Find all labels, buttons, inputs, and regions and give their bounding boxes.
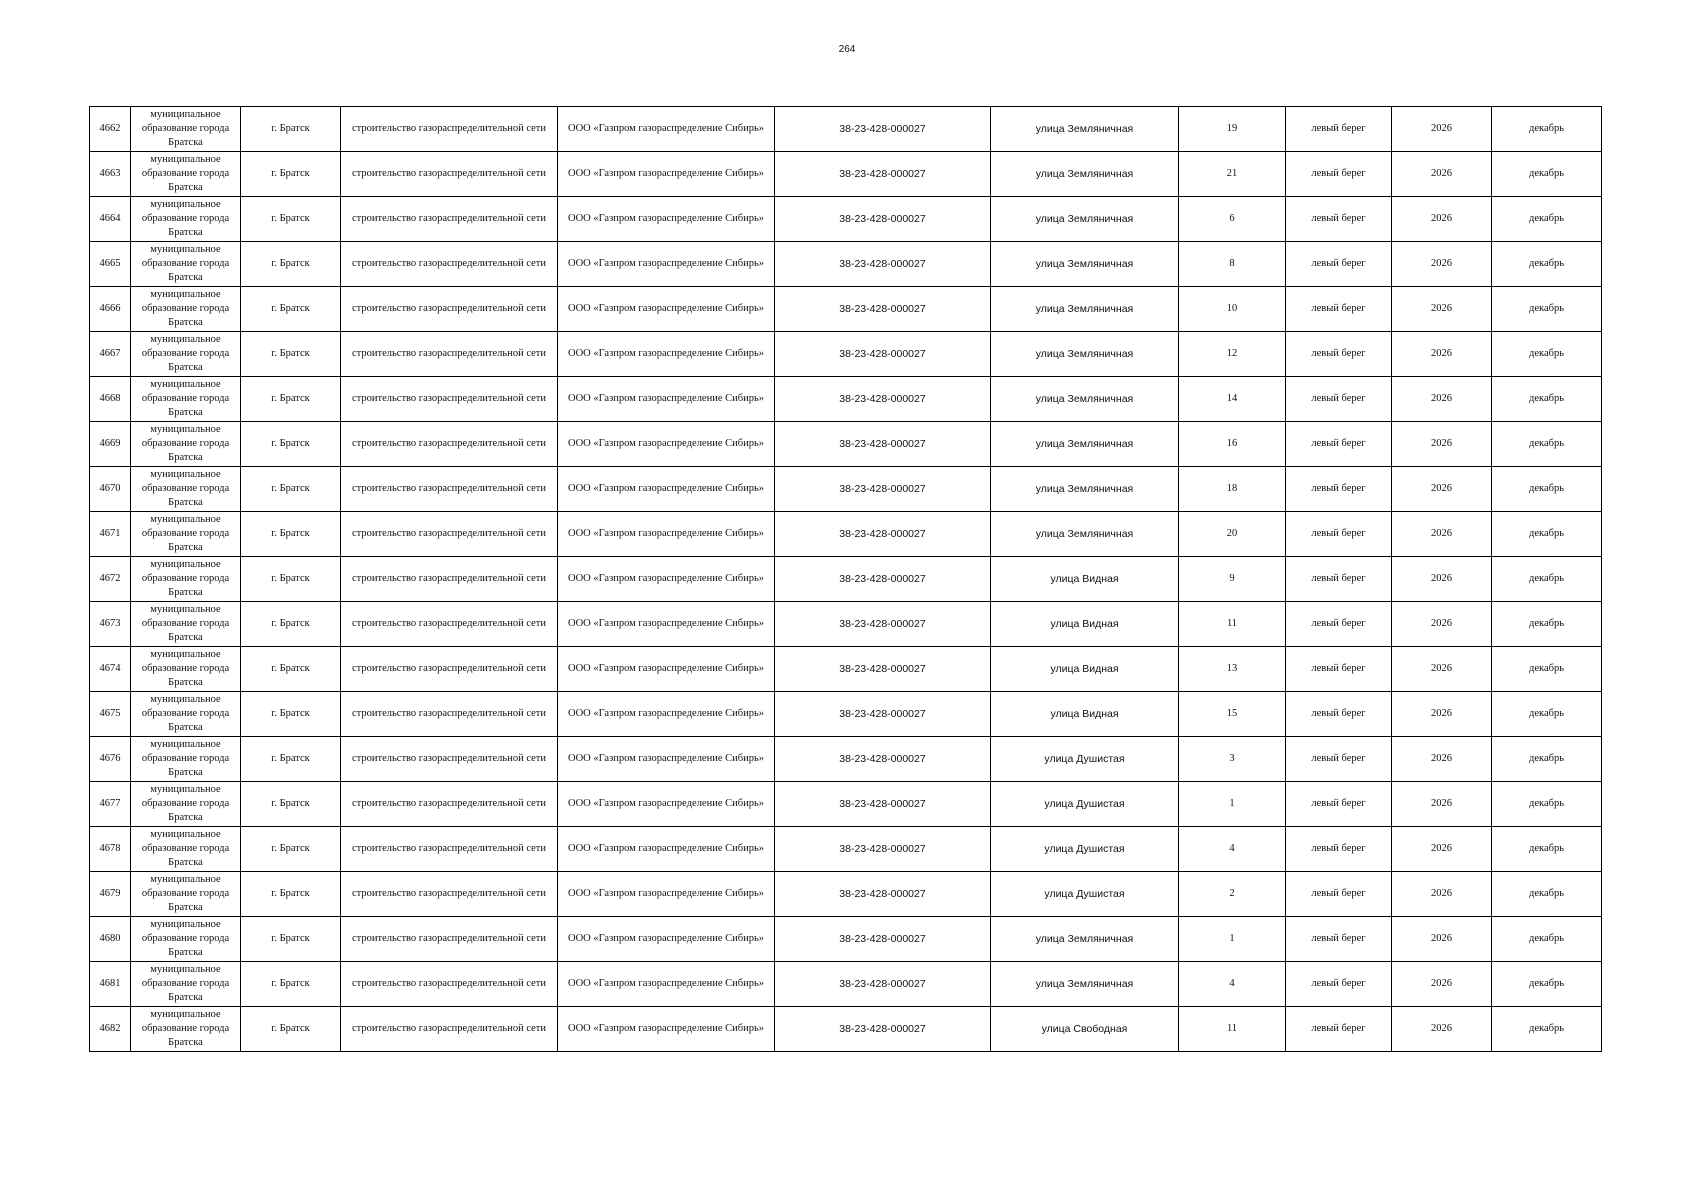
row-number-cell: 4667 — [90, 332, 131, 377]
district-cell: левый берег — [1286, 962, 1392, 1007]
city-cell: г. Братск — [241, 602, 341, 647]
work-type-cell: строительство газораспределительной сети — [341, 107, 558, 152]
work-type-cell: строительство газораспределительной сети — [341, 647, 558, 692]
organization-cell: ООО «Газпром газораспределение Сибирь» — [558, 557, 775, 602]
table-row — [90, 872, 1602, 917]
street-cell: улица Земляничная — [991, 107, 1179, 152]
row-number-cell: 4664 — [90, 197, 131, 242]
house-number-cell: 6 — [1179, 197, 1286, 242]
municipality-cell: муниципальное образование города Братска — [131, 782, 241, 827]
table-row — [90, 242, 1602, 287]
table-row — [90, 422, 1602, 467]
row-number-cell: 4665 — [90, 242, 131, 287]
year-cell: 2026 — [1392, 872, 1492, 917]
city-cell: г. Братск — [241, 692, 341, 737]
city-cell: г. Братск — [241, 512, 341, 557]
month-cell: декабрь — [1492, 602, 1602, 647]
year-cell: 2026 — [1392, 287, 1492, 332]
table-row — [90, 197, 1602, 242]
year-cell: 2026 — [1392, 782, 1492, 827]
settlement-code-cell: 38-23-428-000027 — [775, 242, 991, 287]
city-cell: г. Братск — [241, 467, 341, 512]
year-cell: 2026 — [1392, 602, 1492, 647]
row-number-cell: 4675 — [90, 692, 131, 737]
settlement-code-cell: 38-23-428-000027 — [775, 692, 991, 737]
street-cell: улица Земляничная — [991, 287, 1179, 332]
settlement-code-cell: 38-23-428-000027 — [775, 197, 991, 242]
table-row — [90, 602, 1602, 647]
gasification-schedule-table — [89, 106, 1602, 1052]
month-cell: декабрь — [1492, 467, 1602, 512]
district-cell: левый берег — [1286, 917, 1392, 962]
municipality-cell: муниципальное образование города Братска — [131, 1007, 241, 1052]
house-number-cell: 12 — [1179, 332, 1286, 377]
house-number-cell: 21 — [1179, 152, 1286, 197]
district-cell: левый берег — [1286, 602, 1392, 647]
street-cell: улица Земляничная — [991, 512, 1179, 557]
municipality-cell: муниципальное образование города Братска — [131, 647, 241, 692]
settlement-code-cell: 38-23-428-000027 — [775, 557, 991, 602]
year-cell: 2026 — [1392, 647, 1492, 692]
organization-cell: ООО «Газпром газораспределение Сибирь» — [558, 962, 775, 1007]
month-cell: декабрь — [1492, 827, 1602, 872]
house-number-cell: 18 — [1179, 467, 1286, 512]
street-cell: улица Земляничная — [991, 962, 1179, 1007]
table-row — [90, 107, 1602, 152]
table-row — [90, 782, 1602, 827]
house-number-cell: 3 — [1179, 737, 1286, 782]
city-cell: г. Братск — [241, 557, 341, 602]
year-cell: 2026 — [1392, 422, 1492, 467]
city-cell: г. Братск — [241, 197, 341, 242]
work-type-cell: строительство газораспределительной сети — [341, 827, 558, 872]
house-number-cell: 16 — [1179, 422, 1286, 467]
organization-cell: ООО «Газпром газораспределение Сибирь» — [558, 332, 775, 377]
district-cell: левый берег — [1286, 557, 1392, 602]
street-cell: улица Земляничная — [991, 332, 1179, 377]
street-cell: улица Видная — [991, 602, 1179, 647]
row-number-cell: 4666 — [90, 287, 131, 332]
municipality-cell: муниципальное образование города Братска — [131, 917, 241, 962]
municipality-cell: муниципальное образование города Братска — [131, 107, 241, 152]
street-cell: улица Душистая — [991, 827, 1179, 872]
organization-cell: ООО «Газпром газораспределение Сибирь» — [558, 827, 775, 872]
row-number-cell: 4676 — [90, 737, 131, 782]
table-row — [90, 917, 1602, 962]
municipality-cell: муниципальное образование города Братска — [131, 152, 241, 197]
work-type-cell: строительство газораспределительной сети — [341, 377, 558, 422]
municipality-cell: муниципальное образование города Братска — [131, 872, 241, 917]
year-cell: 2026 — [1392, 107, 1492, 152]
year-cell: 2026 — [1392, 377, 1492, 422]
city-cell: г. Братск — [241, 107, 341, 152]
table-row — [90, 557, 1602, 602]
district-cell: левый берег — [1286, 197, 1392, 242]
work-type-cell: строительство газораспределительной сети — [341, 782, 558, 827]
street-cell: улица Душистая — [991, 737, 1179, 782]
municipality-cell: муниципальное образование города Братска — [131, 332, 241, 377]
row-number-cell: 4662 — [90, 107, 131, 152]
row-number-cell: 4670 — [90, 467, 131, 512]
municipality-cell: муниципальное образование города Братска — [131, 602, 241, 647]
city-cell: г. Братск — [241, 152, 341, 197]
district-cell: левый берег — [1286, 827, 1392, 872]
table-row — [90, 692, 1602, 737]
organization-cell: ООО «Газпром газораспределение Сибирь» — [558, 1007, 775, 1052]
settlement-code-cell: 38-23-428-000027 — [775, 107, 991, 152]
table-row — [90, 152, 1602, 197]
district-cell: левый берег — [1286, 152, 1392, 197]
work-type-cell: строительство газораспределительной сети — [341, 557, 558, 602]
district-cell: левый берег — [1286, 242, 1392, 287]
work-type-cell: строительство газораспределительной сети — [341, 467, 558, 512]
work-type-cell: строительство газораспределительной сети — [341, 197, 558, 242]
work-type-cell: строительство газораспределительной сети — [341, 287, 558, 332]
table-body — [90, 107, 1602, 1052]
district-cell: левый берег — [1286, 332, 1392, 377]
settlement-code-cell: 38-23-428-000027 — [775, 782, 991, 827]
month-cell: декабрь — [1492, 782, 1602, 827]
month-cell: декабрь — [1492, 512, 1602, 557]
city-cell: г. Братск — [241, 287, 341, 332]
organization-cell: ООО «Газпром газораспределение Сибирь» — [558, 917, 775, 962]
work-type-cell: строительство газораспределительной сети — [341, 422, 558, 467]
district-cell: левый берег — [1286, 422, 1392, 467]
page-number: 264 — [838, 44, 856, 55]
organization-cell: ООО «Газпром газораспределение Сибирь» — [558, 107, 775, 152]
row-number-cell: 4674 — [90, 647, 131, 692]
house-number-cell: 10 — [1179, 287, 1286, 332]
district-cell: левый берег — [1286, 467, 1392, 512]
month-cell: декабрь — [1492, 422, 1602, 467]
house-number-cell: 2 — [1179, 872, 1286, 917]
year-cell: 2026 — [1392, 1007, 1492, 1052]
month-cell: декабрь — [1492, 692, 1602, 737]
row-number-cell: 4680 — [90, 917, 131, 962]
year-cell: 2026 — [1392, 962, 1492, 1007]
row-number-cell: 4677 — [90, 782, 131, 827]
month-cell: декабрь — [1492, 1007, 1602, 1052]
settlement-code-cell: 38-23-428-000027 — [775, 872, 991, 917]
row-number-cell: 4681 — [90, 962, 131, 1007]
street-cell: улица Душистая — [991, 872, 1179, 917]
house-number-cell: 14 — [1179, 377, 1286, 422]
year-cell: 2026 — [1392, 692, 1492, 737]
city-cell: г. Братск — [241, 827, 341, 872]
settlement-code-cell: 38-23-428-000027 — [775, 467, 991, 512]
municipality-cell: муниципальное образование города Братска — [131, 197, 241, 242]
row-number-cell: 4668 — [90, 377, 131, 422]
street-cell: улица Видная — [991, 692, 1179, 737]
municipality-cell: муниципальное образование города Братска — [131, 512, 241, 557]
year-cell: 2026 — [1392, 557, 1492, 602]
settlement-code-cell: 38-23-428-000027 — [775, 332, 991, 377]
year-cell: 2026 — [1392, 242, 1492, 287]
organization-cell: ООО «Газпром газораспределение Сибирь» — [558, 512, 775, 557]
house-number-cell: 11 — [1179, 1007, 1286, 1052]
house-number-cell: 20 — [1179, 512, 1286, 557]
district-cell: левый берег — [1286, 512, 1392, 557]
district-cell: левый берег — [1286, 107, 1392, 152]
house-number-cell: 13 — [1179, 647, 1286, 692]
house-number-cell: 19 — [1179, 107, 1286, 152]
organization-cell: ООО «Газпром газораспределение Сибирь» — [558, 242, 775, 287]
table-row — [90, 1007, 1602, 1052]
work-type-cell: строительство газораспределительной сети — [341, 962, 558, 1007]
settlement-code-cell: 38-23-428-000027 — [775, 377, 991, 422]
year-cell: 2026 — [1392, 827, 1492, 872]
work-type-cell: строительство газораспределительной сети — [341, 332, 558, 377]
table-row — [90, 647, 1602, 692]
street-cell: улица Земляничная — [991, 377, 1179, 422]
district-cell: левый берег — [1286, 287, 1392, 332]
month-cell: декабрь — [1492, 962, 1602, 1007]
row-number-cell: 4669 — [90, 422, 131, 467]
table-row — [90, 962, 1602, 1007]
city-cell: г. Братск — [241, 962, 341, 1007]
work-type-cell: строительство газораспределительной сети — [341, 917, 558, 962]
house-number-cell: 9 — [1179, 557, 1286, 602]
year-cell: 2026 — [1392, 197, 1492, 242]
row-number-cell: 4673 — [90, 602, 131, 647]
work-type-cell: строительство газораспределительной сети — [341, 602, 558, 647]
city-cell: г. Братск — [241, 377, 341, 422]
table-row — [90, 287, 1602, 332]
work-type-cell: строительство газораспределительной сети — [341, 872, 558, 917]
street-cell: улица Видная — [991, 647, 1179, 692]
district-cell: левый берег — [1286, 737, 1392, 782]
house-number-cell: 8 — [1179, 242, 1286, 287]
work-type-cell: строительство газораспределительной сети — [341, 512, 558, 557]
settlement-code-cell: 38-23-428-000027 — [775, 647, 991, 692]
month-cell: декабрь — [1492, 647, 1602, 692]
row-number-cell: 4678 — [90, 827, 131, 872]
organization-cell: ООО «Газпром газораспределение Сибирь» — [558, 377, 775, 422]
row-number-cell: 4663 — [90, 152, 131, 197]
month-cell: декабрь — [1492, 557, 1602, 602]
settlement-code-cell: 38-23-428-000027 — [775, 152, 991, 197]
work-type-cell: строительство газораспределительной сети — [341, 152, 558, 197]
month-cell: декабрь — [1492, 737, 1602, 782]
street-cell: улица Земляничная — [991, 242, 1179, 287]
work-type-cell: строительство газораспределительной сети — [341, 242, 558, 287]
month-cell: декабрь — [1492, 242, 1602, 287]
street-cell: улица Душистая — [991, 782, 1179, 827]
year-cell: 2026 — [1392, 467, 1492, 512]
settlement-code-cell: 38-23-428-000027 — [775, 287, 991, 332]
city-cell: г. Братск — [241, 422, 341, 467]
row-number-cell: 4679 — [90, 872, 131, 917]
row-number-cell: 4671 — [90, 512, 131, 557]
municipality-cell: муниципальное образование города Братска — [131, 962, 241, 1007]
street-cell: улица Земляничная — [991, 422, 1179, 467]
organization-cell: ООО «Газпром газораспределение Сибирь» — [558, 647, 775, 692]
settlement-code-cell: 38-23-428-000027 — [775, 737, 991, 782]
district-cell: левый берег — [1286, 872, 1392, 917]
work-type-cell: строительство газораспределительной сети — [341, 1007, 558, 1052]
city-cell: г. Братск — [241, 332, 341, 377]
district-cell: левый берег — [1286, 647, 1392, 692]
year-cell: 2026 — [1392, 917, 1492, 962]
street-cell: улица Земляничная — [991, 917, 1179, 962]
municipality-cell: муниципальное образование города Братска — [131, 377, 241, 422]
month-cell: декабрь — [1492, 287, 1602, 332]
settlement-code-cell: 38-23-428-000027 — [775, 602, 991, 647]
organization-cell: ООО «Газпром газораспределение Сибирь» — [558, 152, 775, 197]
municipality-cell: муниципальное образование города Братска — [131, 467, 241, 512]
table-row — [90, 467, 1602, 512]
district-cell: левый берег — [1286, 1007, 1392, 1052]
organization-cell: ООО «Газпром газораспределение Сибирь» — [558, 782, 775, 827]
city-cell: г. Братск — [241, 647, 341, 692]
house-number-cell: 1 — [1179, 917, 1286, 962]
table-row — [90, 512, 1602, 557]
row-number-cell: 4682 — [90, 1007, 131, 1052]
house-number-cell: 1 — [1179, 782, 1286, 827]
organization-cell: ООО «Газпром газораспределение Сибирь» — [558, 422, 775, 467]
municipality-cell: муниципальное образование города Братска — [131, 557, 241, 602]
house-number-cell: 15 — [1179, 692, 1286, 737]
district-cell: левый берег — [1286, 377, 1392, 422]
settlement-code-cell: 38-23-428-000027 — [775, 962, 991, 1007]
organization-cell: ООО «Газпром газораспределение Сибирь» — [558, 602, 775, 647]
house-number-cell: 11 — [1179, 602, 1286, 647]
street-cell: улица Земляничная — [991, 197, 1179, 242]
table-row — [90, 377, 1602, 422]
month-cell: декабрь — [1492, 107, 1602, 152]
settlement-code-cell: 38-23-428-000027 — [775, 422, 991, 467]
city-cell: г. Братск — [241, 1007, 341, 1052]
year-cell: 2026 — [1392, 512, 1492, 557]
city-cell: г. Братск — [241, 917, 341, 962]
city-cell: г. Братск — [241, 242, 341, 287]
district-cell: левый берег — [1286, 782, 1392, 827]
work-type-cell: строительство газораспределительной сети — [341, 692, 558, 737]
work-type-cell: строительство газораспределительной сети — [341, 737, 558, 782]
year-cell: 2026 — [1392, 332, 1492, 377]
table-row — [90, 737, 1602, 782]
table-row — [90, 827, 1602, 872]
month-cell: декабрь — [1492, 332, 1602, 377]
city-cell: г. Братск — [241, 737, 341, 782]
year-cell: 2026 — [1392, 737, 1492, 782]
city-cell: г. Братск — [241, 872, 341, 917]
organization-cell: ООО «Газпром газораспределение Сибирь» — [558, 692, 775, 737]
settlement-code-cell: 38-23-428-000027 — [775, 827, 991, 872]
house-number-cell: 4 — [1179, 827, 1286, 872]
organization-cell: ООО «Газпром газораспределение Сибирь» — [558, 737, 775, 782]
municipality-cell: муниципальное образование города Братска — [131, 422, 241, 467]
settlement-code-cell: 38-23-428-000027 — [775, 512, 991, 557]
municipality-cell: муниципальное образование города Братска — [131, 692, 241, 737]
month-cell: декабрь — [1492, 152, 1602, 197]
municipality-cell: муниципальное образование города Братска — [131, 287, 241, 332]
municipality-cell: муниципальное образование города Братска — [131, 827, 241, 872]
month-cell: декабрь — [1492, 917, 1602, 962]
month-cell: декабрь — [1492, 197, 1602, 242]
organization-cell: ООО «Газпром газораспределение Сибирь» — [558, 467, 775, 512]
district-cell: левый берег — [1286, 692, 1392, 737]
municipality-cell: муниципальное образование города Братска — [131, 737, 241, 782]
year-cell: 2026 — [1392, 152, 1492, 197]
row-number-cell: 4672 — [90, 557, 131, 602]
month-cell: декабрь — [1492, 872, 1602, 917]
organization-cell: ООО «Газпром газораспределение Сибирь» — [558, 872, 775, 917]
table-row — [90, 332, 1602, 377]
street-cell: улица Земляничная — [991, 467, 1179, 512]
street-cell: улица Свободная — [991, 1007, 1179, 1052]
settlement-code-cell: 38-23-428-000027 — [775, 917, 991, 962]
month-cell: декабрь — [1492, 377, 1602, 422]
municipality-cell: муниципальное образование города Братска — [131, 242, 241, 287]
organization-cell: ООО «Газпром газораспределение Сибирь» — [558, 197, 775, 242]
street-cell: улица Земляничная — [991, 152, 1179, 197]
city-cell: г. Братск — [241, 782, 341, 827]
settlement-code-cell: 38-23-428-000027 — [775, 1007, 991, 1052]
street-cell: улица Видная — [991, 557, 1179, 602]
house-number-cell: 4 — [1179, 962, 1286, 1007]
organization-cell: ООО «Газпром газораспределение Сибирь» — [558, 287, 775, 332]
